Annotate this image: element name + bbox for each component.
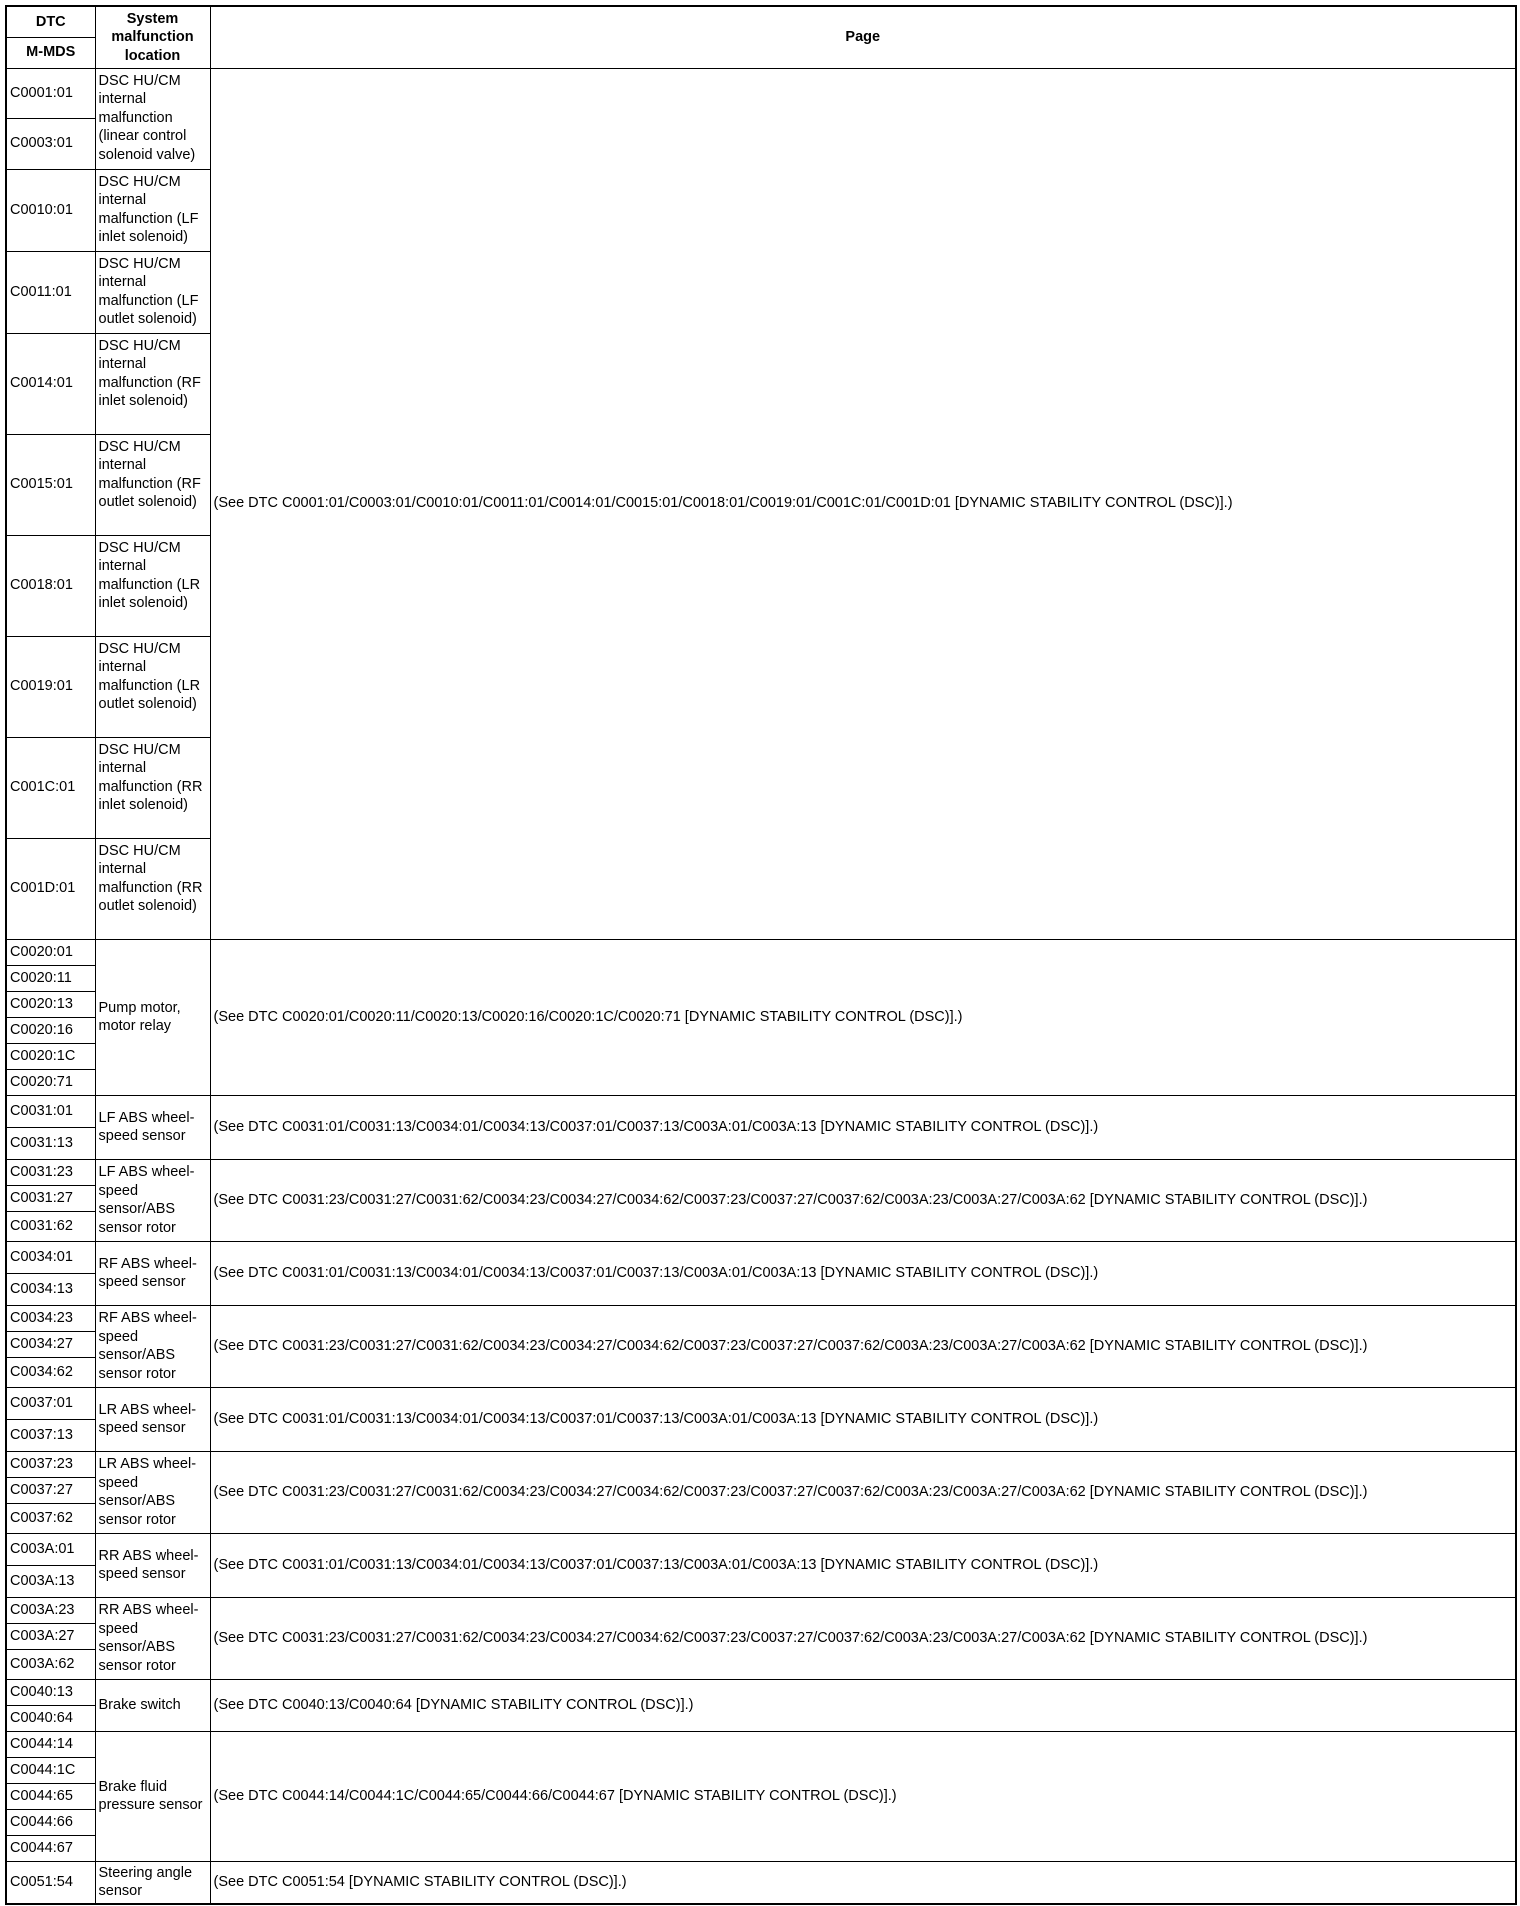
malfunction-location: DSC HU/CM internal malfunction (RR outlet solenoid) [95, 838, 210, 939]
dtc-code: C0011:01 [6, 251, 95, 333]
malfunction-location: DSC HU/CM internal malfunction (RR inlet solenoid) [95, 737, 210, 838]
malfunction-location: Pump motor, motor relay [95, 939, 210, 1095]
dtc-code: C0014:01 [6, 333, 95, 434]
dtc-code: C0001:01 [6, 68, 95, 118]
dtc-code: C003A:62 [6, 1649, 95, 1679]
table-row [6, 1861, 1516, 1904]
dtc-code: C0020:71 [6, 1069, 95, 1095]
page-reference: (See DTC C0020:01/C0020:11/C0020:13/C0020:16/C0020:1C/C0020:71 [DYNAMIC STABILITY CONTROL (DSC)].) [210, 939, 1516, 1095]
header-dtc: DTC [6, 6, 95, 37]
table-row [6, 1095, 1516, 1127]
table-body [6, 68, 1516, 1904]
malfunction-location: DSC HU/CM internal malfunction (RF outlet solenoid) [95, 434, 210, 535]
page-reference: (See DTC C0001:01/C0003:01/C0010:01/C0011:01/C0014:01/C0015:01/C0018:01/C0019:01/C001C:01/C001D:01 [DYNAMIC STABILITY CONTROL (DSC)].) [210, 68, 1516, 939]
dtc-code: C0020:01 [6, 939, 95, 965]
malfunction-location: Brake switch [95, 1679, 210, 1731]
table-row [6, 1305, 1516, 1331]
dtc-code: C0018:01 [6, 535, 95, 636]
page-reference: (See DTC C0031:01/C0031:13/C0034:01/C0034:13/C0037:01/C0037:13/C003A:01/C003A:13 [DYNAMIC STABILITY CONTROL (DSC)].) [210, 1241, 1516, 1305]
malfunction-location: LF ABS wheel-speed sensor [95, 1095, 210, 1159]
malfunction-location: LR ABS wheel-speed sensor [95, 1387, 210, 1451]
header-location: System malfunction location [95, 6, 210, 68]
dtc-code: C0037:27 [6, 1477, 95, 1503]
dtc-code: C001C:01 [6, 737, 95, 838]
dtc-code: C0037:62 [6, 1503, 95, 1533]
page-reference: (See DTC C0031:23/C0031:27/C0031:62/C0034:23/C0034:27/C0034:62/C0037:23/C0037:27/C0037:62/C003A:23/C003A:27/C003A:62 [DYNAMIC STABILITY CONTROL (DSC)].) [210, 1305, 1516, 1387]
malfunction-location: DSC HU/CM internal malfunction (LR inlet solenoid) [95, 535, 210, 636]
page-reference: (See DTC C0031:01/C0031:13/C0034:01/C0034:13/C0037:01/C0037:13/C003A:01/C003A:13 [DYNAMIC STABILITY CONTROL (DSC)].) [210, 1387, 1516, 1451]
malfunction-location: RR ABS wheel-speed sensor [95, 1533, 210, 1597]
page-reference: (See DTC C0031:01/C0031:13/C0034:01/C0034:13/C0037:01/C0037:13/C003A:01/C003A:13 [DYNAMIC STABILITY CONTROL (DSC)].) [210, 1095, 1516, 1159]
table-row [6, 1451, 1516, 1477]
malfunction-location: Steering angle sensor [95, 1861, 210, 1904]
page-reference: (See DTC C0031:23/C0031:27/C0031:62/C0034:23/C0034:27/C0034:62/C0037:23/C0037:27/C0037:62/C003A:23/C003A:27/C003A:62 [DYNAMIC STABILITY CONTROL (DSC)].) [210, 1597, 1516, 1679]
dtc-code: C0037:13 [6, 1419, 95, 1451]
dtc-code: C0019:01 [6, 636, 95, 737]
dtc-code: C0044:14 [6, 1731, 95, 1757]
page-reference: (See DTC C0051:54 [DYNAMIC STABILITY CONTROL (DSC)].) [210, 1861, 1516, 1904]
dtc-code: C0034:23 [6, 1305, 95, 1331]
malfunction-location: DSC HU/CM internal malfunction (RF inlet solenoid) [95, 333, 210, 434]
dtc-code: C0031:62 [6, 1211, 95, 1241]
malfunction-location: DSC HU/CM internal malfunction (LR outlet solenoid) [95, 636, 210, 737]
dtc-code: C0031:13 [6, 1127, 95, 1159]
page-reference: (See DTC C0031:23/C0031:27/C0031:62/C0034:23/C0034:27/C0034:62/C0037:23/C0037:27/C0037:62/C003A:23/C003A:27/C003A:62 [DYNAMIC STABILITY CONTROL (DSC)].) [210, 1159, 1516, 1241]
malfunction-location: DSC HU/CM internal malfunction (LF outlet solenoid) [95, 251, 210, 333]
dtc-code: C0031:01 [6, 1095, 95, 1127]
dtc-code: C0034:13 [6, 1273, 95, 1305]
malfunction-location: DSC HU/CM internal malfunction (LF inlet solenoid) [95, 169, 210, 251]
dtc-code: C0020:13 [6, 991, 95, 1017]
dtc-code: C0037:23 [6, 1451, 95, 1477]
dtc-code: C0034:62 [6, 1357, 95, 1387]
page-reference: (See DTC C0031:01/C0031:13/C0034:01/C0034:13/C0037:01/C0037:13/C003A:01/C003A:13 [DYNAMIC STABILITY CONTROL (DSC)].) [210, 1533, 1516, 1597]
dtc-code: C003A:27 [6, 1623, 95, 1649]
dtc-code: C0015:01 [6, 434, 95, 535]
dtc-code: C003A:01 [6, 1533, 95, 1565]
malfunction-location: RF ABS wheel-speed sensor [95, 1241, 210, 1305]
page-reference: (See DTC C0031:23/C0031:27/C0031:62/C0034:23/C0034:27/C0034:62/C0037:23/C0037:27/C0037:62/C003A:23/C003A:27/C003A:62 [DYNAMIC STABILITY CONTROL (DSC)].) [210, 1451, 1516, 1533]
table-row [6, 1533, 1516, 1565]
table-row [6, 1731, 1516, 1757]
dtc-code: C0044:67 [6, 1835, 95, 1861]
malfunction-location: LR ABS wheel-speed sensor/ABS sensor rotor [95, 1451, 210, 1533]
dtc-code: C0020:16 [6, 1017, 95, 1043]
dtc-code: C0044:1C [6, 1757, 95, 1783]
table-row [6, 1679, 1516, 1705]
table-row [6, 1241, 1516, 1273]
dtc-code: C0034:27 [6, 1331, 95, 1357]
dtc-code: C0031:27 [6, 1185, 95, 1211]
table-row [6, 939, 1516, 965]
dtc-code: C0034:01 [6, 1241, 95, 1273]
table-row [6, 1597, 1516, 1623]
dtc-table [5, 5, 1517, 1905]
dtc-code: C0020:1C [6, 1043, 95, 1069]
dtc-code: C0040:64 [6, 1705, 95, 1731]
dtc-code: C0037:01 [6, 1387, 95, 1419]
dtc-code: C0003:01 [6, 118, 95, 169]
dtc-code: C0051:54 [6, 1861, 95, 1904]
header-page: Page [210, 6, 1516, 68]
table-row [6, 68, 1516, 118]
table-row [6, 1159, 1516, 1185]
dtc-code: C0031:23 [6, 1159, 95, 1185]
malfunction-location: DSC HU/CM internal malfunction (linear control solenoid valve) [95, 68, 210, 169]
page-reference: (See DTC C0044:14/C0044:1C/C0044:65/C0044:66/C0044:67 [DYNAMIC STABILITY CONTROL (DSC)].) [210, 1731, 1516, 1861]
dtc-code: C0020:11 [6, 965, 95, 991]
dtc-code: C003A:23 [6, 1597, 95, 1623]
table-row [6, 1387, 1516, 1419]
page-reference: (See DTC C0040:13/C0040:64 [DYNAMIC STABILITY CONTROL (DSC)].) [210, 1679, 1516, 1731]
dtc-code: C003A:13 [6, 1565, 95, 1597]
dtc-code: C0010:01 [6, 169, 95, 251]
malfunction-location: RF ABS wheel-speed sensor/ABS sensor rotor [95, 1305, 210, 1387]
dtc-code: C0040:13 [6, 1679, 95, 1705]
malfunction-location: Brake fluid pressure sensor [95, 1731, 210, 1861]
malfunction-location: RR ABS wheel-speed sensor/ABS sensor rotor [95, 1597, 210, 1679]
dtc-code: C001D:01 [6, 838, 95, 939]
header-mmds: M-MDS [6, 37, 95, 68]
dtc-code: C0044:66 [6, 1809, 95, 1835]
dtc-code: C0044:65 [6, 1783, 95, 1809]
malfunction-location: LF ABS wheel-speed sensor/ABS sensor rotor [95, 1159, 210, 1241]
